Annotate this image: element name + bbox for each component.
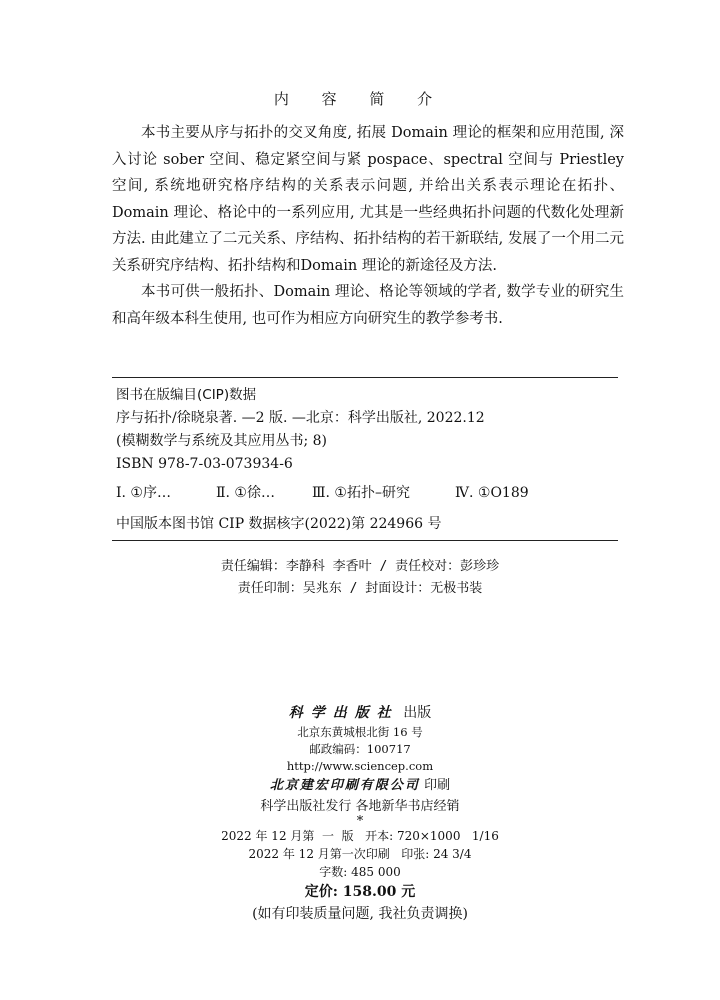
- publisher-address: 北京东黄城根北街 16 号: [297, 725, 423, 739]
- publisher-suffix: 出版: [403, 705, 432, 721]
- publisher-postcode: 邮政编码：100717: [309, 742, 411, 756]
- printer-logo: 北京建宏印刷有限公司: [269, 778, 420, 793]
- credits-production-line: 责任印制：吴兆东 / 封面设计：无极书装: [237, 581, 483, 596]
- cip-classification-row: [116, 482, 618, 505]
- credits-block: [0, 556, 720, 600]
- publisher-url: http://www.sciencep.com: [286, 759, 434, 773]
- printing-line: 2022 年 12 月第一次印刷 印张: 24 3/4: [248, 847, 472, 861]
- cip-data-block: [112, 377, 618, 541]
- distribution-line: 科学出版社发行 各地新华书店经销: [260, 799, 460, 814]
- cip-heading: 图书在版编目(CIP)数据: [116, 387, 257, 403]
- cip-title-line: 序与拓扑/徐晓泉著. —2 版. —北京：科学出版社, 2022.12: [116, 410, 485, 426]
- edition-line: 2022 年 12 月第 一 版 开本: 720×1000 1/16: [221, 829, 499, 843]
- cip-class-item: Ⅰ. ①序…: [116, 485, 171, 501]
- word-count-line: 字数: 485 000: [319, 865, 401, 879]
- cip-series-line: (模糊数学与系统及其应用丛书; 8): [116, 433, 327, 449]
- price-line: 定价: 158.00 元: [304, 884, 416, 900]
- credits-editors-line: 责任编辑：李静科 李香叶 / 责任校对：彭珍珍: [220, 559, 500, 574]
- cip-number-line: 中国版本图书馆 CIP 数据核字(2022)第 224966 号: [116, 516, 442, 532]
- intro-paragraph: 本书可供一般拓扑、Domain 理论、格论等领域的学者, 数学专业的研究生和高年级本科生使用, 也可作为相应方向研究生的教学参考书.: [112, 284, 624, 327]
- printer-line: [0, 775, 720, 797]
- cip-class-item: Ⅳ. ①O189: [455, 485, 529, 501]
- cip-isbn-line: ISBN 978-7-03-073934-6: [116, 456, 293, 472]
- cip-class-item: Ⅱ. ①徐…: [216, 485, 275, 501]
- quality-notice: (如有印装质量问题, 我社负责调换): [252, 906, 468, 922]
- intro-body: [112, 120, 624, 332]
- cip-class-item: Ⅲ. ①拓扑–研究: [312, 485, 410, 501]
- intro-title: 内 容 简 介: [273, 90, 447, 108]
- publisher-logo: 科学出版社: [288, 705, 399, 721]
- publisher-line: [0, 702, 720, 724]
- imprint-block: [0, 702, 720, 925]
- printer-suffix: 印刷: [424, 778, 451, 793]
- separator-star: *: [356, 814, 364, 829]
- intro-paragraph: 本书主要从序与拓扑的交叉角度, 拓展 Domain 理论的框架和应用范围, 深入讨论 sober 空间、稳定紧空间与紧 pospace、spectral 空间与 Priestley 空间, 系统地研究格序结构的关系表示问题, 并给出关系表示理论在拓扑、Domain 理论、格论中的一系列应用, 尤其是一些经典拓扑问题的代数化处理新方法. 由此建立了二元关系、序结构、拓扑结构的若干新联结, 发展了一个用二元关系研究序结构、拓扑结构和Domain 理论的新途径及方法.: [112, 125, 624, 274]
